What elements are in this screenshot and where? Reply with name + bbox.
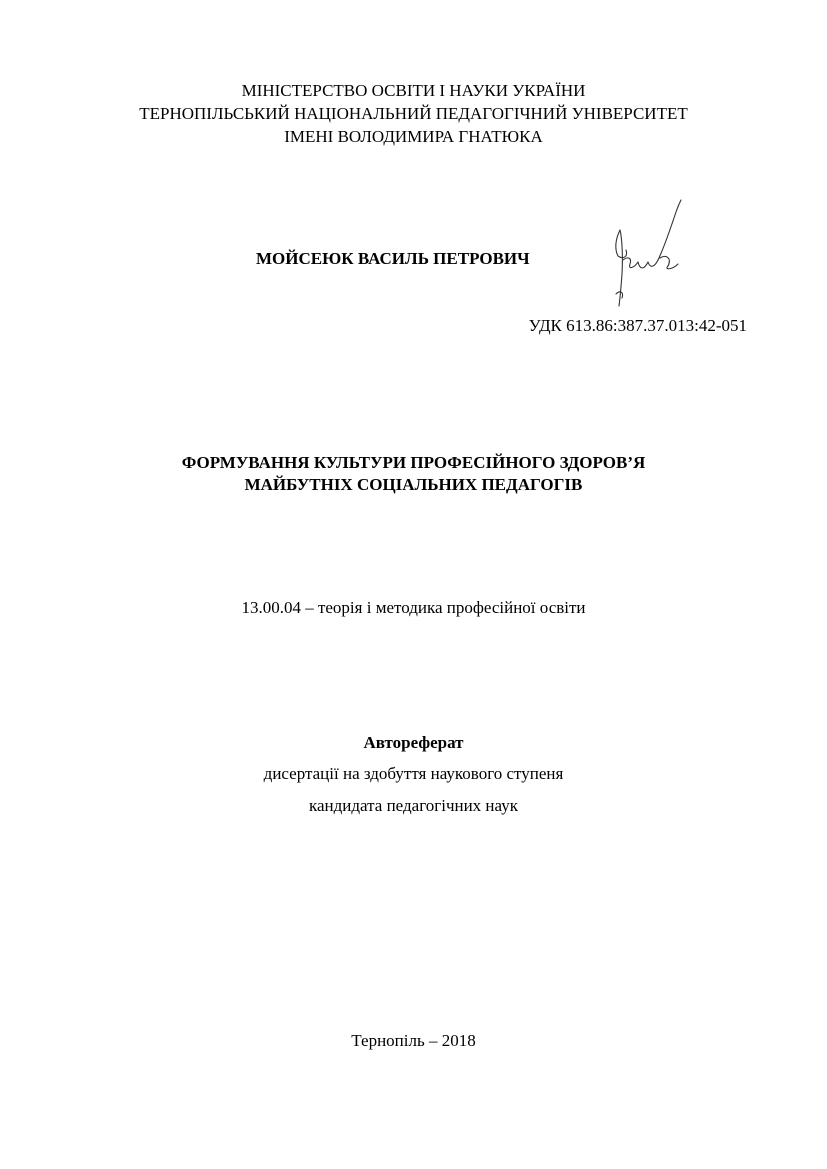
abstract-degree-name: кандидата педагогічних наук: [309, 796, 518, 815]
ministry-heading: МІНІСТЕРСТВО ОСВІТИ І НАУКИ УКРАЇНИ: [241, 81, 586, 100]
author-name: МОЙСЕЮК ВАСИЛЬ ПЕТРОВИЧ: [256, 249, 530, 268]
abstract-label: Автореферат: [363, 733, 464, 752]
abstract-degree-line: дисертації на здобуття наукового ступеня: [263, 764, 564, 783]
university-heading: ТЕРНОПІЛЬСЬКИЙ НАЦІОНАЛЬНИЙ ПЕДАГОГІЧНИЙ УНІВЕРСИТЕТ: [139, 104, 688, 123]
university-named-after: ІМЕНІ ВОЛОДИМИРА ГНАТЮКА: [284, 127, 543, 146]
signature-icon: [606, 198, 690, 310]
udc-code: УДК 613.86:387.37.013:42-051: [528, 316, 747, 335]
title-line-2: МАЙБУТНІХ СОЦІАЛЬНИХ ПЕДАГОГІВ: [244, 475, 583, 494]
title-line-1: ФОРМУВАННЯ КУЛЬТУРИ ПРОФЕСІЙНОГО ЗДОРОВ’Я: [181, 453, 646, 472]
place-and-year: Тернопіль – 2018: [351, 1031, 476, 1050]
specialty: 13.00.04 – теорія і методика професійної освіти: [241, 598, 586, 617]
